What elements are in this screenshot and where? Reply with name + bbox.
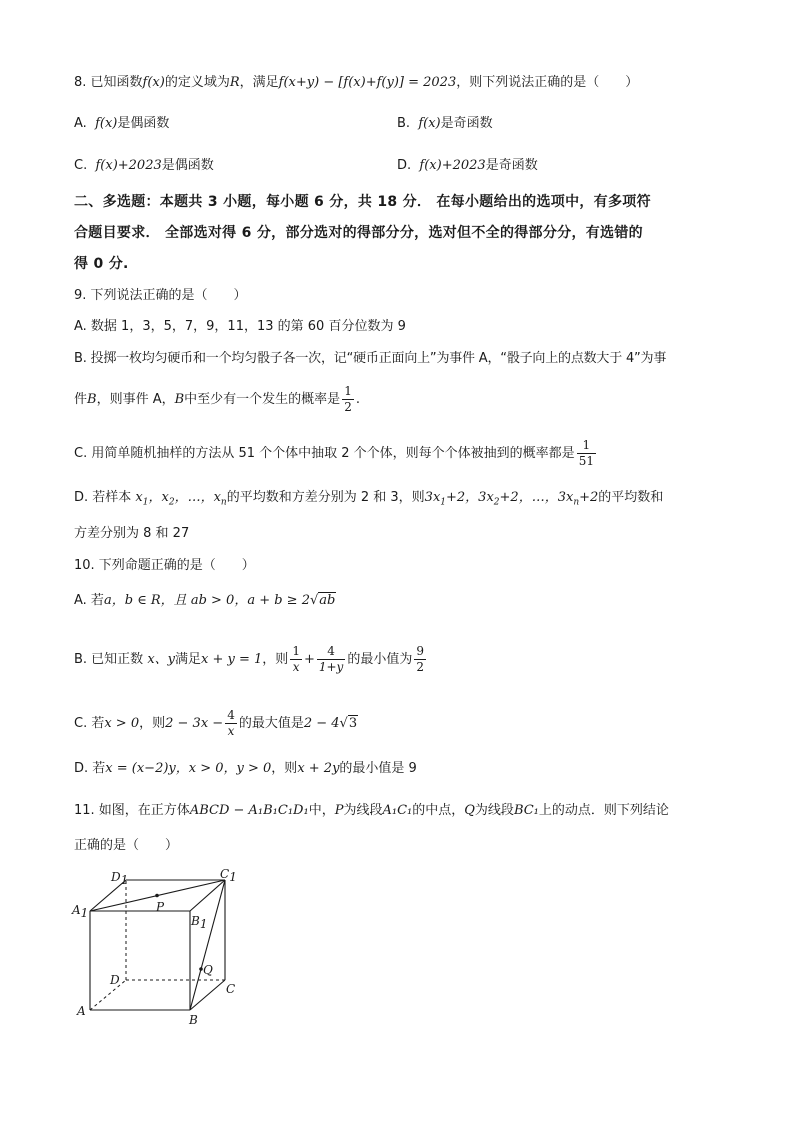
q10-option-a: A. 若a，b ∈ R，且 ab > 0，a + b ≥ 2√ab <box>74 593 336 608</box>
q9-option-a: A. 数据 1，3，5，7，9，11，13 的第 60 百分位数为 9 <box>74 319 406 334</box>
q9-option-d-line2: 方差分别为 8 和 27 <box>74 526 190 541</box>
q10-option-c: C. 若x > 0，则2 − 3x − $\frac{4}{x}$ 的最大值是2 − 4√3 <box>74 708 358 738</box>
label-P: P <box>156 900 165 914</box>
q8-option-d: D. f(x)+2023是奇函数 <box>397 158 538 173</box>
label-C1: C1 <box>220 868 237 884</box>
q9-option-b-line1: B. 投掷一枚均匀硬币和一个均匀骰子各一次，记“硬币正面向上”为事件 A，“骰子向上的点数大于 4”为事 <box>74 351 667 366</box>
q10-stem: 10. 下列命题正确的是（ ） <box>74 558 255 573</box>
q9-option-b-line2: 件B，则事件 A，B中至少有一个发生的概率是 $\frac{1}{2}$ . <box>74 384 360 414</box>
label-B1: B1 <box>191 914 208 931</box>
q9-option-d-line1: D. 若样本 $x_1$，$x_2$，…，$x_n$的平均数和方差分别为 2 和 3，则$3x_1+2$，$3x_2+2$，…，$3x_n+2$的平均数和 <box>74 490 664 508</box>
label-B: B <box>189 1013 198 1027</box>
edge-B-C <box>190 980 225 1010</box>
section-heading-line1: 二、多选题：本题共 3 小题，每小题 6 分，共 18 分． 在每小题给出的选项中，有多项符 <box>74 194 651 210</box>
q10-option-b: B. 已知正数 x、y满足x + y = 1，则 $\frac{1}{x}$ + $\frac{4}{1+y}$ 的最小值为 $\frac{9}{2}$ <box>74 644 424 674</box>
q11-stem-line2: 正确的是（ ） <box>74 838 179 853</box>
q9-c-fraction: $\frac{1}{51}$ <box>578 438 594 468</box>
point-P <box>155 894 159 898</box>
q9-b-fraction: $\frac{1}{2}$ <box>344 384 352 414</box>
q10-option-d: D. 若x = (x−2)y，x > 0，y > 0，则x + 2y的最小值是 9 <box>74 761 417 776</box>
q8-option-c: C. f(x)+2023是偶函数 <box>74 158 214 173</box>
q8-option-a: A. f(x)是偶函数 <box>74 116 170 131</box>
q9-stem: 9. 下列说法正确的是（ ） <box>74 288 247 303</box>
q11-stem-line1: 11. 如图，在正方体ABCD − A₁B₁C₁D₁中，P为线段A₁C₁的中点，Q为线段BC₁上的动点．则下列结论 <box>74 803 669 818</box>
edge-B1-C1 <box>190 880 225 911</box>
label-Q: Q <box>203 963 213 977</box>
q9-option-c: C. 用简单随机抽样的方法从 51 个个体中抽取 2 个个体，则每个个体被抽到的概率都是 $\frac{1}{51}$ <box>74 438 594 468</box>
q8-equation: f(x+y) − [f(x)+f(y)] = 2023 <box>278 75 457 90</box>
section-heading-line2: 合题目要求． 全部选对得 6 分，部分选对的得部分分，选对但不全的得部分分，有选错的 <box>74 225 643 241</box>
label-C: C <box>226 982 236 996</box>
sqrt-sign: √ <box>309 593 319 608</box>
label-D1: D1 <box>111 870 129 887</box>
q9-sample-list: $x_1$，$x_2$，…，$x_n$ <box>135 490 227 508</box>
label-A1: A1 <box>72 903 89 920</box>
label-A: A <box>77 1004 86 1018</box>
hidden-edge-A-D <box>90 980 126 1010</box>
q8-fx: f(x) <box>142 75 165 90</box>
segment-B-C1 <box>190 880 225 1010</box>
q8-stem: 8. 已知函数f(x)的定义域为R，满足f(x+y) − [f(x)+f(y)] = 2023，则下列说法正确的是（ ） <box>74 75 639 90</box>
label-D: D <box>110 973 120 987</box>
section-heading-line3: 得 0 分. <box>74 256 129 272</box>
q9-transformed-list: $3x_1+2$，$3x_2+2$，…，$3x_n+2$ <box>424 490 599 508</box>
q8-option-b: B. f(x)是奇函数 <box>397 116 493 131</box>
cube-figure <box>70 868 250 1028</box>
